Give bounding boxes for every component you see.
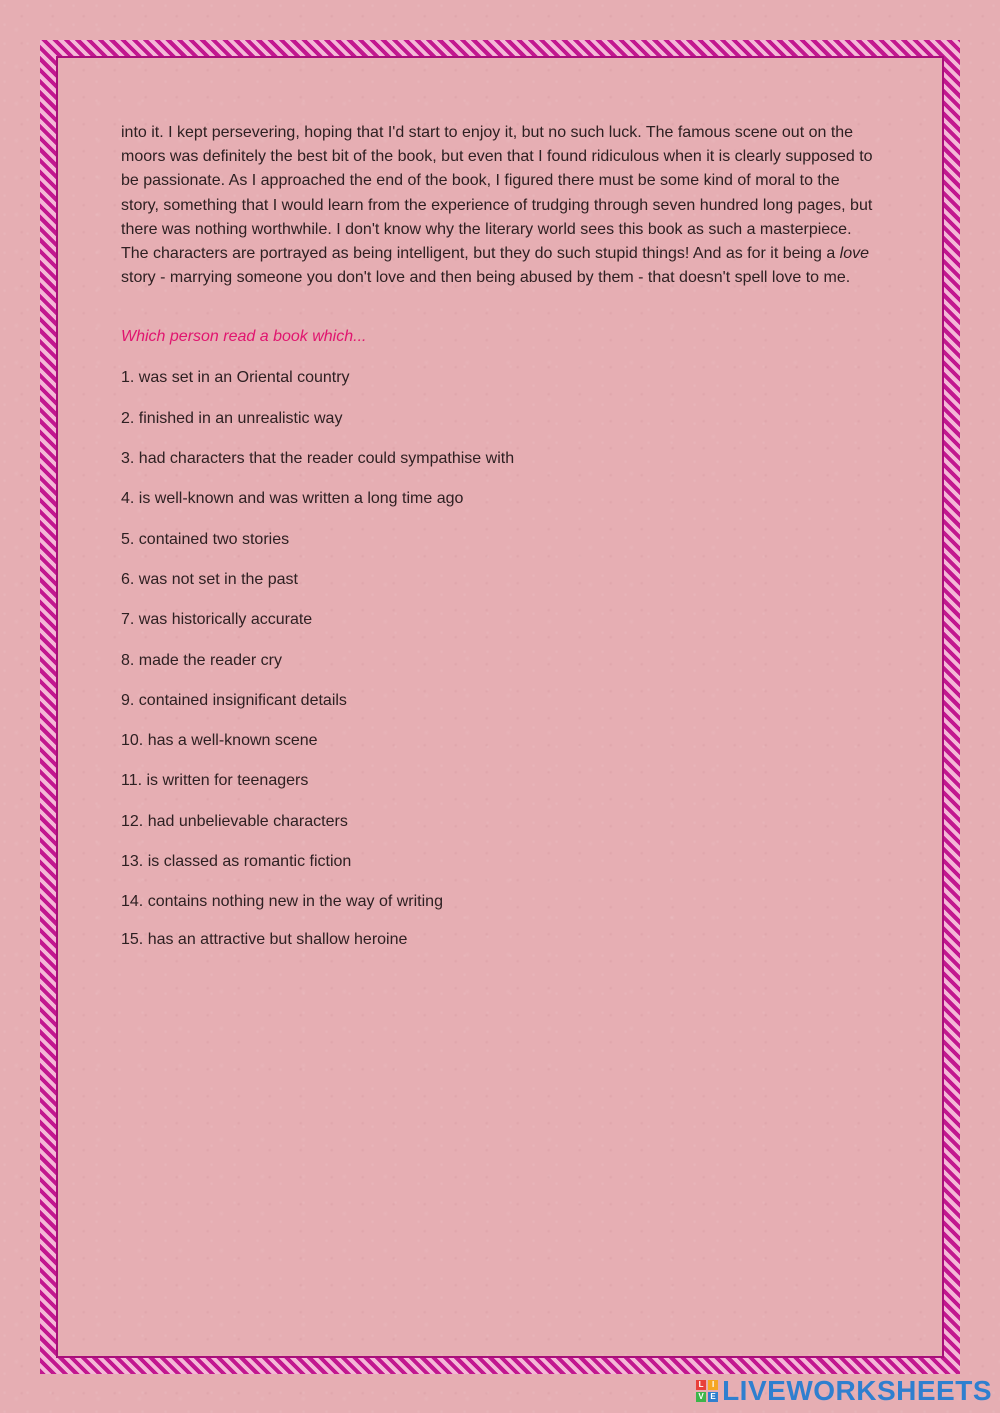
question-item-12: 12. had unbelievable characters (121, 812, 348, 830)
question-prompt: Which person read a book which... (121, 328, 367, 346)
question-item-7: 7. was historically accurate (121, 611, 313, 629)
question-item-13: 13. is classed as romantic fiction (121, 852, 352, 870)
question-item-14: 14. contains nothing new in the way of writing (121, 893, 443, 911)
question-item-8: 8. made the reader cry (121, 651, 282, 669)
question-item-2: 2. finished in an unrealistic way (121, 409, 343, 427)
logo-square-i: I (708, 1380, 718, 1390)
logo-square-v: V (696, 1392, 706, 1402)
passage-italic-word: love (839, 245, 870, 263)
liveworksheets-logo (696, 1375, 992, 1407)
question-item-1: 1. was set in an Oriental country (121, 369, 350, 387)
question-item-10: 10. has a well-known scene (121, 732, 318, 750)
worksheet-content (121, 121, 881, 950)
logo-squares-icon (696, 1380, 718, 1402)
question-item-3: 3. had characters that the reader could sympathise with (121, 450, 515, 468)
logo-text: LIVEWORKSHEETS (722, 1375, 992, 1406)
logo-square-e: E (708, 1392, 718, 1402)
question-item-11: 11. is written for teenagers (121, 772, 309, 790)
question-item-6: 6. was not set in the past (121, 570, 298, 588)
reading-passage (121, 121, 881, 290)
question-item-5: 5. contained two stories (121, 530, 290, 548)
question-item-15: 15. has an attractive but shallow heroine (121, 930, 408, 948)
logo-square-l: L (696, 1380, 706, 1390)
question-item-4: 4. is well-known and was written a long time ago (121, 490, 464, 508)
question-item-9: 9. contained insignificant details (121, 691, 347, 709)
question-list (121, 368, 881, 949)
passage-text-1: into it. I kept persevering, hoping that I'd start to enjoy it, but no such luck. The famous scene out on the moors was definitely the best bit of the book, but even that I found ridiculous when it is clearly supposed to be passionate. As I approached the end of the book, I figured there must be some kind of moral to the story, something that I would learn from the experience of trudging through seven hundred long pages, but there was nothing worthwhile. I don't know why the literary world sees this book as such a masterpiece. The characters are portrayed as being intelligent, but they do such stupid things! And as for it being a (121, 124, 873, 263)
passage-text-2: story - marrying someone you don't love and then being abused by them - that doesn't spell love to me. (121, 269, 851, 287)
